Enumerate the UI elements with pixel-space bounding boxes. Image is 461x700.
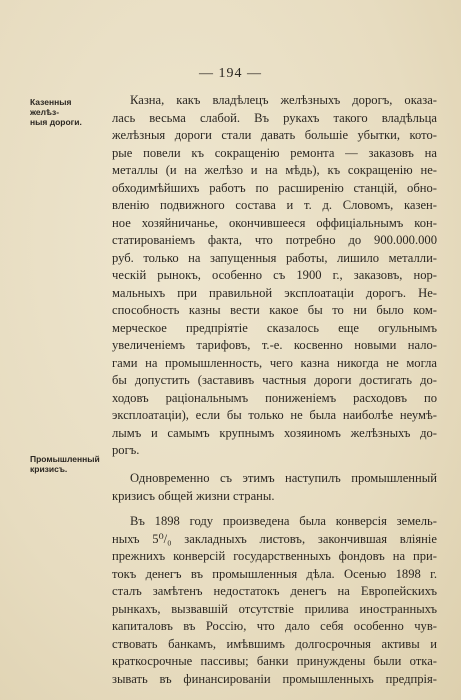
margin-note-line: кризисъ. xyxy=(30,464,68,474)
page-number: — 194 — xyxy=(199,66,262,81)
text-line: желѣзныя дороги стали давать большіе убытки, кото- xyxy=(112,128,437,142)
text-line: обходимѣйшихъ работъ по расширенію станцій, обно- xyxy=(112,180,437,195)
text-line: Въ 1898 году произведена была конверсія земель- xyxy=(130,514,437,528)
text-line: ствовать банкамъ, имѣвшимъ долгосрочныя активы и xyxy=(112,636,437,651)
text-line: Казна, какъ владѣлецъ желѣзныхъ дорогъ, оказа- xyxy=(130,93,437,107)
text-line: токъ денегъ въ промышленныя дѣла. Осенью 1898 г. xyxy=(112,566,437,581)
text-line: способность казны вести какое бы то ни было ком- xyxy=(112,303,437,317)
text-line: краткосрочные пассивы; банки принуждены были отка- xyxy=(112,654,437,668)
text-line: руб. только на запущенныя работы, лишило металли- xyxy=(112,250,437,265)
paragraph-crisis-intro xyxy=(112,470,437,505)
text-line: увеличеніемъ тарифовъ, т.-е. косвенно новыми нало- xyxy=(112,338,437,352)
text-line: зывать въ финансированіи промышленныхъ предпрія- xyxy=(112,671,437,686)
text-line: металлы (и на желѣзо и на мѣдь), къ сокращенію не- xyxy=(112,163,437,177)
text-line: ходовъ раціональнымъ пониженіемъ расходовъ по xyxy=(112,390,437,405)
text-line: Одновременно съ этимъ наступилъ промышленный xyxy=(130,471,437,485)
text-line: гами на промышленность, чего казна никогда не могла xyxy=(112,355,437,370)
paragraph-state-railways xyxy=(112,92,437,460)
text-line: сталъ замѣтенъ недостатокъ денегъ на Европейскихъ xyxy=(112,584,437,598)
margin-note-line: Промышленный xyxy=(30,454,100,464)
text-line: ное хозяйничанье, окончившееся оффиціальнымъ кон- xyxy=(112,215,437,230)
text-line: кризисъ общей жизни страны. xyxy=(112,488,275,503)
text-line: бы допустить (заставивъ частныя дороги достигать до- xyxy=(112,373,437,387)
text-line: прежнихъ конверсій государственныхъ фондовъ на при- xyxy=(112,549,437,563)
text-line: рые повели къ сокращенію ремонта — заказовъ на xyxy=(112,145,437,160)
margin-note-line: Казенныя желѣз- xyxy=(30,97,72,117)
text-line: ныхъ 5⁰/₀ закладныхъ листовъ, закончившая вліяніе xyxy=(112,531,437,546)
margin-note-line: ныя дороги. xyxy=(30,117,82,127)
text-line: ческій рынокъ, особенно съ 1900 г., заказовъ, нор- xyxy=(112,268,437,282)
text-line: лась весьма слабой. Въ рукахъ такого владѣльца xyxy=(112,110,437,125)
text-line: мальныхъ при правильной эксплоатаціи дорогъ. Не- xyxy=(112,285,437,300)
margin-note-state-railways xyxy=(30,97,94,127)
text-line: капиталовъ въ Россію, что дало себя особенно чув- xyxy=(112,619,437,633)
text-line: лымъ и самымъ крупнымъ хозяиномъ желѣзныхъ до- xyxy=(112,425,437,440)
text-line: рынкахъ, вызвавшій отсутствіе прилива иностранныхъ xyxy=(112,601,437,616)
text-line: рогъ. xyxy=(112,443,140,457)
text-line: вленію подвижного состава и т. д. Словомъ, казен- xyxy=(112,198,437,212)
text-line: эксплоатаціи), если бы только не была наиболѣе неумѣ- xyxy=(112,408,437,422)
text-line: статированіемъ факта, что потребно до 900.000.000 xyxy=(112,233,437,247)
paragraph-conversion-1898 xyxy=(112,513,437,688)
text-line: мерческое предпріятіе сказалось еще огульнымъ xyxy=(112,320,437,335)
margin-note-industrial-crisis xyxy=(30,454,100,474)
